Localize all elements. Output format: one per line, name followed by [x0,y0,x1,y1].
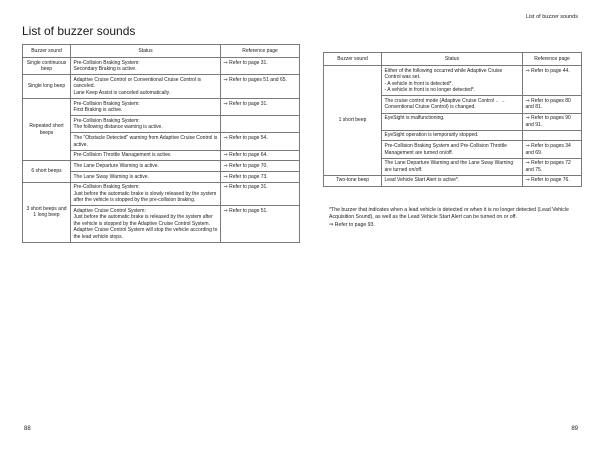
table-header-row [324,53,582,66]
status-cell [71,172,221,183]
page-number-right: 89 [571,426,578,432]
table-row [324,175,582,186]
status-line: The "Obstacle Detected" warning from Adaptive Cruise Control is active. [73,135,218,148]
reference-page-cell: ⇒ Refer to pages 90 and 91. [523,113,582,130]
status-line: First Braking is active. [73,107,123,114]
status-cell [71,206,221,243]
status-line: The Lane Departure Warning and the Lane Sway Warning are turned on/off. [384,160,514,173]
buzzer-sound-cell: Repeated short beeps [23,99,71,161]
status-line: Pre-Collision Braking System: [73,184,140,191]
reference-page-cell: ⇒ Refer to page 51. [221,206,300,243]
status-cell [382,158,523,175]
status-cell [71,150,221,161]
buzzer-table-right [323,52,582,187]
status-line: - A vehicle in front is detected*. [384,80,453,87]
status-line: - A vehicle in front is no longer detected*. [384,87,476,94]
reference-page-cell: ⇒ Refer to page 76. [523,175,582,186]
footnote [329,207,581,229]
status-cell [382,130,523,141]
col-header-status: Status [71,45,221,58]
reference-page-cell [221,116,300,133]
reference-page-cell: ⇒ Refer to page 44. [523,66,582,96]
status-line: Secondary Braking is active. [73,66,137,73]
status-cell [71,161,221,172]
reference-page-cell: ⇒ Refer to page 31. [221,58,300,75]
reference-page-cell: ⇒ Refer to page 70. [221,161,300,172]
buzzer-sound-cell: Single long beep [23,75,71,99]
buzzer-sound-cell: 1 short beep [324,66,382,176]
reference-page-cell: ⇒ Refer to pages 34 and 69. [523,141,582,158]
status-cell [382,96,523,113]
footnote-text: *The buzzer that indicates when a lead vehicle is detected or when it is no longer detected (Lead Vehicle Acquisition Sound), as well as the Lead Vehicle Start Alert can be turned on or off. [329,207,569,221]
col-header-sound: Buzzer sound [23,45,71,58]
status-cell [382,113,523,130]
reference-page-cell: ⇒ Refer to page 73. [221,172,300,183]
status-cell [71,58,221,75]
col-header-sound: Buzzer sound [324,53,382,66]
status-line: Just before the automatic brake is slowly released by the system after the vehicle is stopped by the pre-collision braking. [73,190,217,204]
table-header-row [23,45,300,58]
status-line: Just before the automatic brake is released by the system after the vehicle is stopped by the Adaptive Cruise Control System. Adaptive Cruise Control System will stop the vehicle according to the lead vehicle stops. [73,214,218,240]
table-row [23,75,300,99]
reference-page-cell [523,130,582,141]
footnote-ref: ⇒ Refer to page 93. [329,221,375,228]
status-line: The cruise control mode (Adaptive Cruise Control ←→ Conventional Cruise Control) is changed. [384,97,506,111]
status-cell [71,99,221,116]
table-row [23,99,300,116]
col-header-ref: Reference page [221,45,300,58]
reference-page-cell: ⇒ Refer to page 31. [221,182,300,206]
status-line: Pre-Collision Throttle Management is active. [73,152,172,159]
table-row [23,182,300,206]
buzzer-sound-cell: 6 short beeps [23,161,71,182]
status-line: Pre-Collision Braking System: [73,59,140,66]
buzzer-sound-cell: Single continuous beep [23,58,71,75]
status-cell [71,75,221,99]
reference-page-cell: ⇒ Refer to pages 51 and 65. [221,75,300,99]
status-line: Lane Keep Assist is canceled automatically. [73,89,171,96]
status-line: Either of the following occurred while Adaptive Cruise Control was set. [384,67,503,81]
col-header-ref: Reference page [523,53,582,66]
status-cell [71,116,221,133]
reference-page-cell: ⇒ Refer to page 31. [221,99,300,116]
table-row [324,66,582,96]
status-line: EyeSight is malfunctioning. [384,115,445,122]
col-header-status: Status [382,53,523,66]
status-cell [382,175,523,186]
status-line: The following distance warning is active. [73,124,163,131]
status-line: Pre-Collision Braking System: [73,117,140,124]
buzzer-sound-cell: 3 short beeps and 1 long beep [23,182,71,242]
running-header: List of buzzer sounds [526,14,578,20]
status-line: EyeSight operation is temporarily stopped. [384,132,479,139]
status-line: Lead Vehicle Start Alert is active*. [384,177,460,184]
status-line: Adaptive Cruise Control System: [73,207,146,214]
status-cell [71,133,221,150]
reference-page-cell: ⇒ Refer to pages 72 and 75. [523,158,582,175]
buzzer-table-left [22,44,300,243]
status-cell [71,182,221,206]
reference-page-cell: ⇒ Refer to pages 80 and 81. [523,96,582,113]
status-cell [382,66,523,96]
status-line: Pre-Collision Braking System: [73,100,140,107]
table-row [23,58,300,75]
status-line: The Lane Departure Warning is active. [73,162,159,169]
status-line: Adaptive Cruise Control or Conventional Cruise Control is canceled. [73,76,202,90]
reference-page-cell: ⇒ Refer to page 64. [221,150,300,161]
reference-page-cell: ⇒ Refer to page 54. [221,133,300,150]
status-cell [382,141,523,158]
page-number-left: 88 [24,426,31,432]
table-row [23,161,300,172]
status-line: The Lane Sway Warning is active. [73,173,149,180]
page-title: List of buzzer sounds [22,24,136,38]
buzzer-sound-cell: Two-tone beep [324,175,382,186]
status-line: Pre-Collision Braking System and Pre-Collision Throttle Management are turned on/off. [384,143,507,156]
